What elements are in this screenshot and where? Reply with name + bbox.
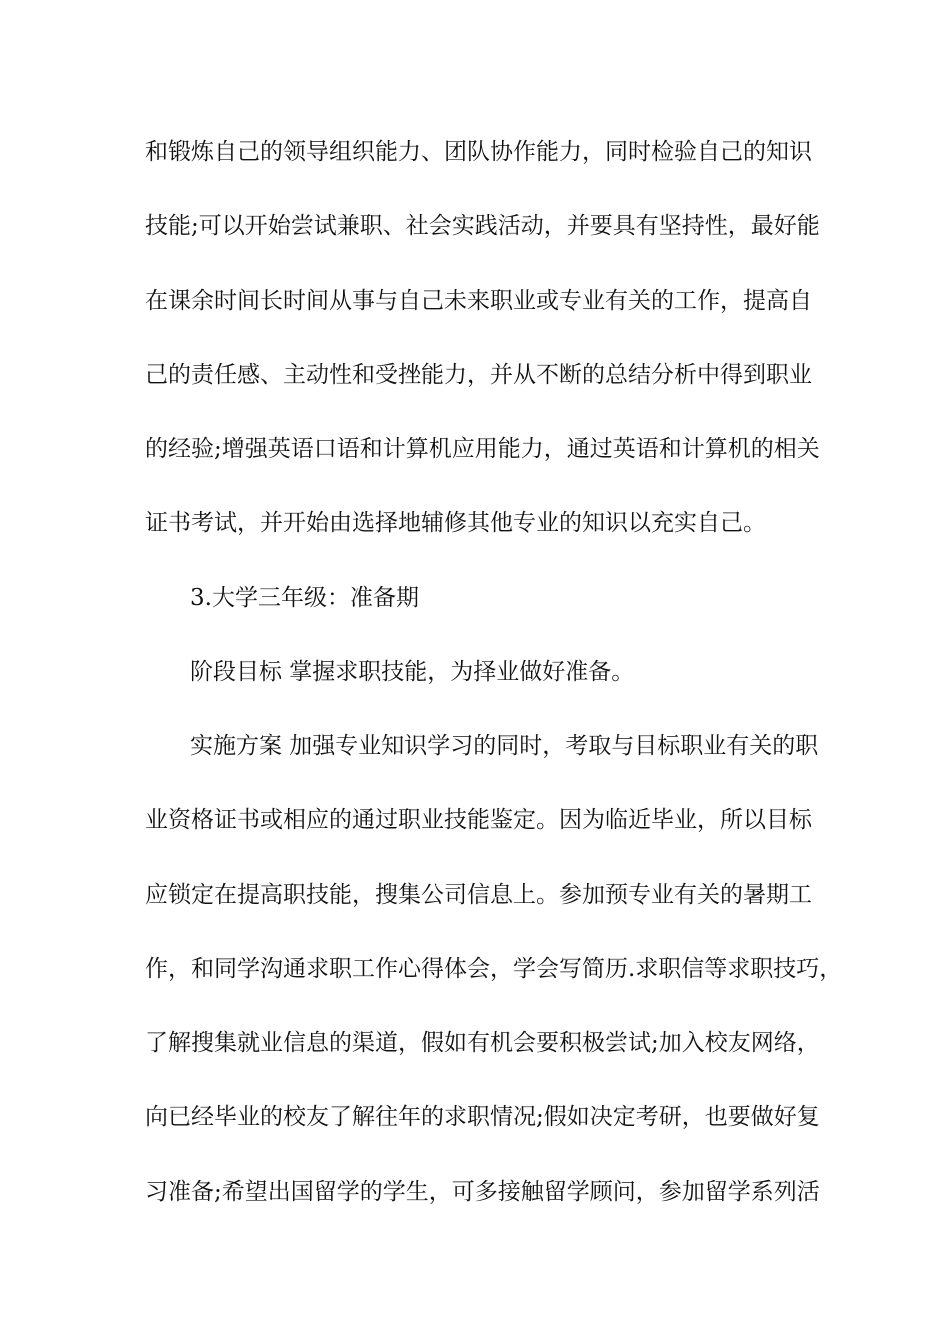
- paragraph-line: 的经验;增强英语口语和计算机应用能力，通过英语和计算机的相关: [145, 436, 820, 462]
- paragraph-line: 技能;可以开始尝试兼职、社会实践活动，并要具有坚持性，最好能: [145, 213, 820, 239]
- paragraph-line: 在课余时间长时间从事与自己未来职业或专业有关的工作，提高自: [145, 288, 812, 314]
- paragraph-line: 作，和同学沟通求职工作心得体会，学会写简历.求职信等求职技巧，: [145, 956, 843, 982]
- paragraph-line: 和锻炼自己的领导组织能力、团队协作能力，同时检验自己的知识: [145, 139, 812, 165]
- section-heading: 3.大学三年级：准备期: [190, 585, 419, 611]
- paragraph-line: 向已经毕业的校友了解往年的求职情况;假如决定考研，也要做好复: [145, 1104, 820, 1130]
- paragraph-line: 了解搜集就业信息的渠道，假如有机会要积极尝试;加入校友网络，: [145, 1030, 820, 1056]
- stage-goal-line: 阶段目标 掌握求职技能，为择业做好准备。: [190, 659, 635, 685]
- paragraph-line: 己的责任感、主动性和受挫能力，并从不断的总结分析中得到职业: [145, 362, 812, 388]
- paragraph-line: 证书考试，并开始由选择地辅修其他专业的知识以充实自己。: [145, 510, 766, 536]
- paragraph-line: 习准备;希望出国留学的学生，可多接触留学顾问，参加留学系列活: [145, 1179, 820, 1205]
- paragraph-line: 业资格证书或相应的通过职业技能鉴定。因为临近毕业，所以目标: [145, 807, 812, 833]
- paragraph-line: 应锁定在提高职技能，搜集公司信息上。参加预专业有关的暑期工: [145, 882, 812, 908]
- implementation-plan-line: 实施方案 加强专业知识学习的同时，考取与目标职业有关的职: [190, 733, 819, 759]
